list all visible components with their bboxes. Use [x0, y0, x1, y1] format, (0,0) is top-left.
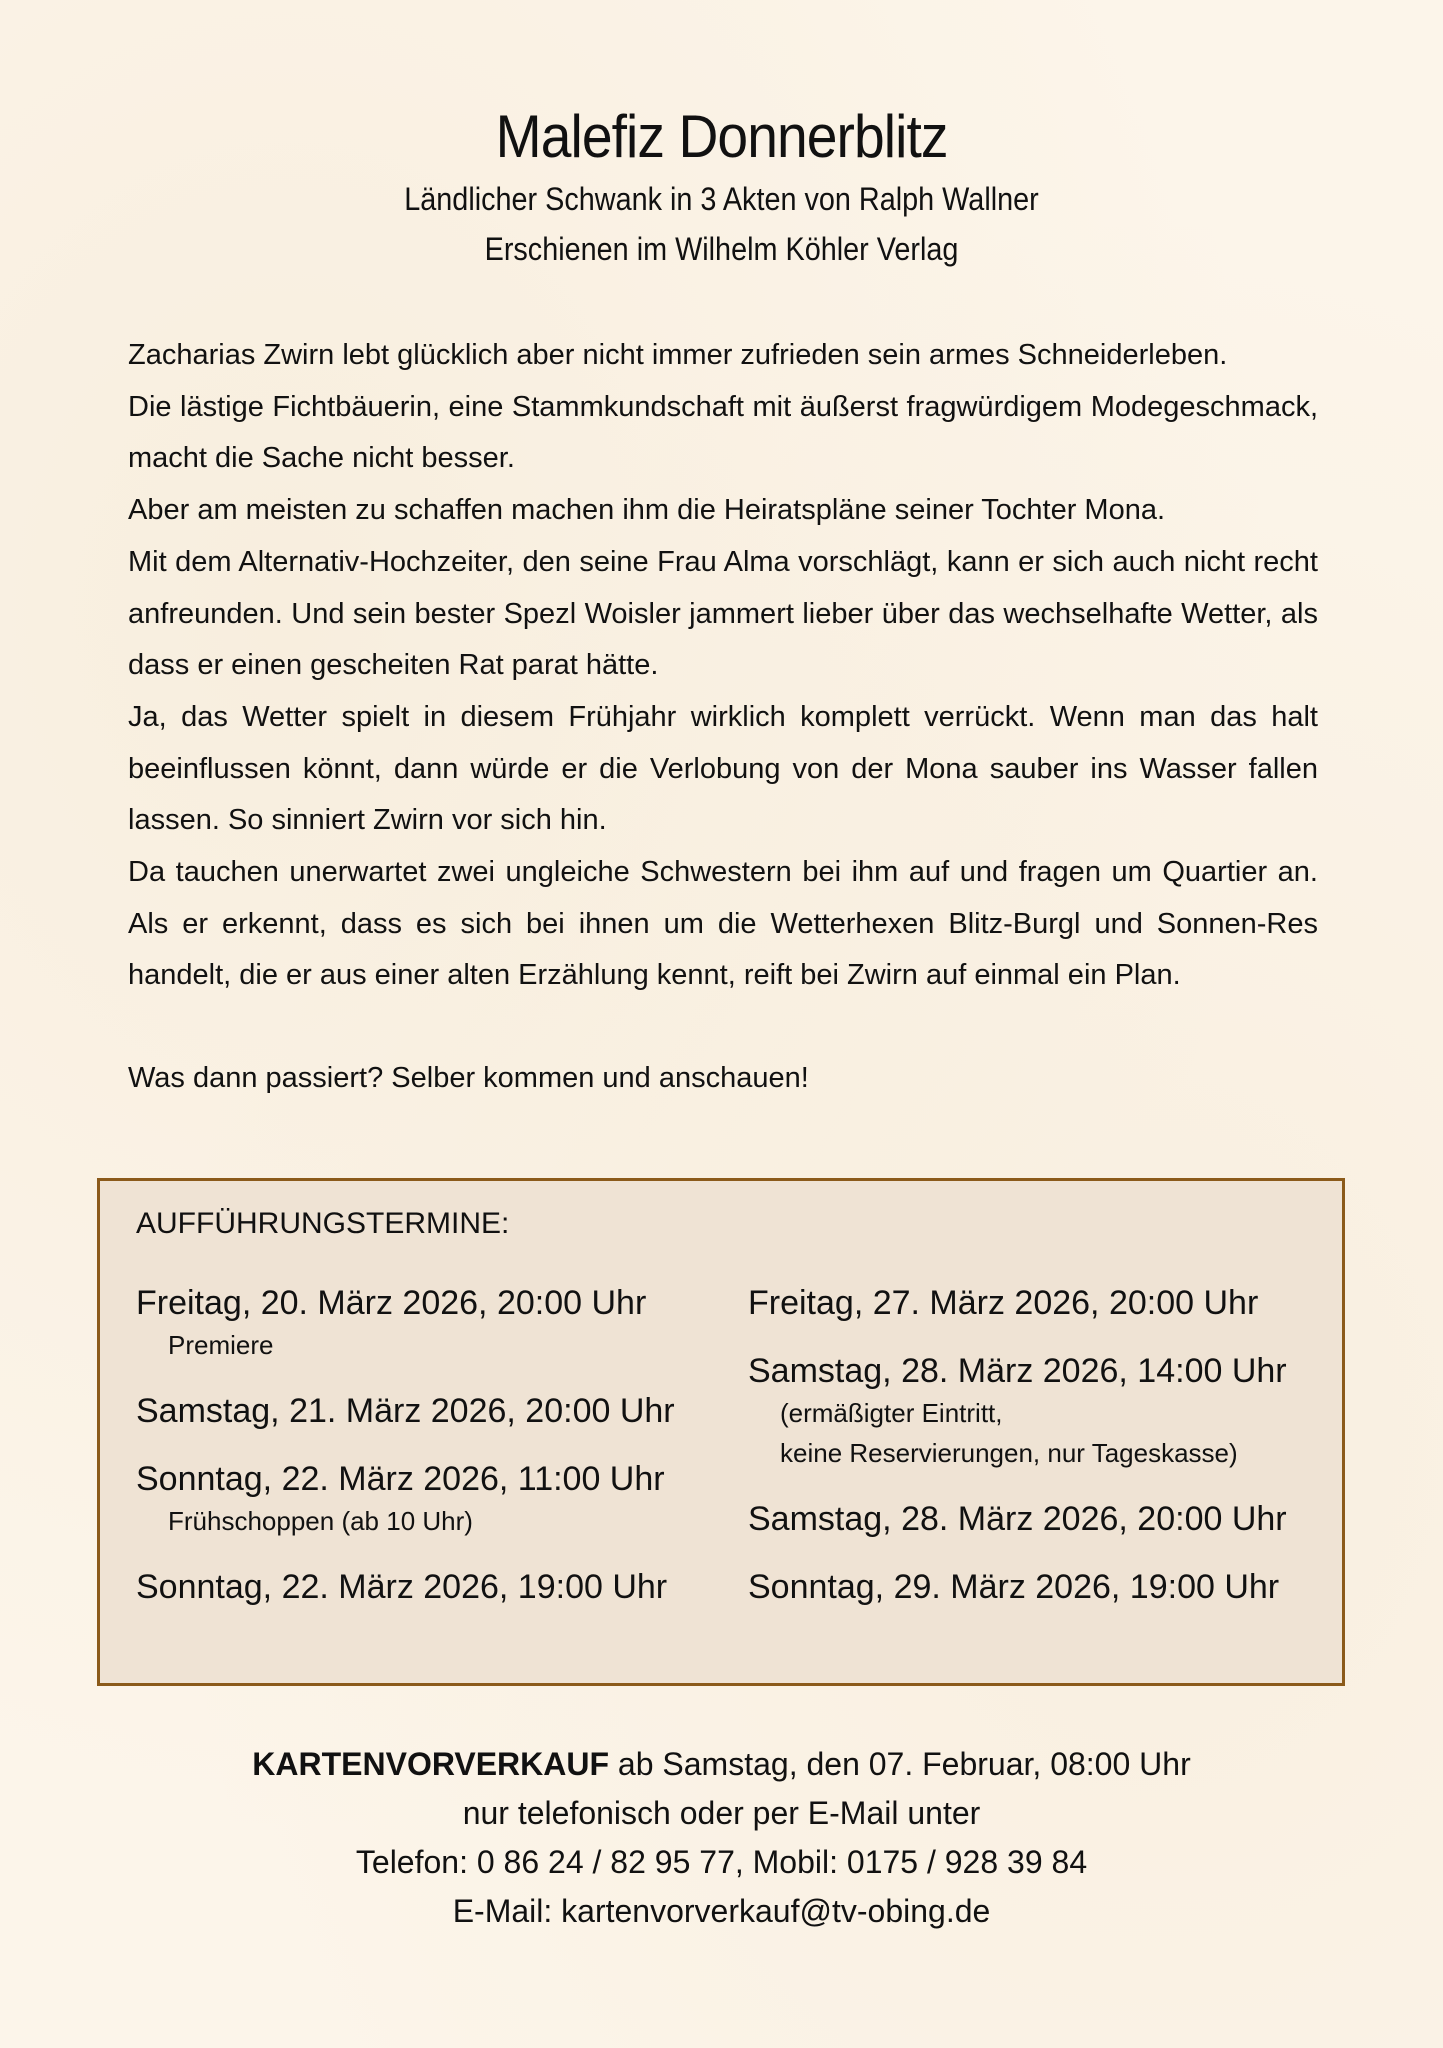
play-title: Malefiz Donnerblitz — [495, 103, 948, 170]
performance-date: Sonntag, 22. März 2026, 19:00 Uhr — [136, 1568, 668, 1606]
presale-label: KARTENVORVERKAUF — [252, 1746, 610, 1782]
synopsis-paragraph: Ja, das Wetter spielt in diesem Frühjahr wirklich komplett verrückt. Wenn man das halt beeinflussen könnt, dann würde er die Verlobung von der Mona sauber ins Wasser fallen lassen. So sinniert Zwirn vor sich hin. — [128, 700, 1318, 837]
presale-start: ab Samstag, den 07. Februar, 08:00 Uhr — [609, 1746, 1191, 1782]
publisher-line: Erschienen im Wilhelm Köhler Verlag — [484, 231, 959, 267]
performance-date: Sonntag, 29. März 2026, 19:00 Uhr — [748, 1568, 1280, 1606]
performance-note: keine Reservierungen, nur Tageskasse) — [780, 1438, 1238, 1468]
phone-numbers[interactable]: Telefon: 0 86 24 / 82 95 77, Mobil: 0175 / 928 39 84 — [355, 1844, 1088, 1880]
performance-note: Premiere — [168, 1330, 274, 1360]
performance-date: Samstag, 21. März 2026, 20:00 Uhr — [136, 1392, 675, 1430]
schedule-box — [97, 1178, 1345, 1686]
spacer — [128, 1002, 1318, 1053]
performance-date: Samstag, 28. März 2026, 20:00 Uhr — [748, 1500, 1287, 1538]
performance-date: Samstag, 28. März 2026, 14:00 Uhr — [748, 1352, 1287, 1390]
performance-date: Freitag, 27. März 2026, 20:00 Uhr — [748, 1284, 1259, 1322]
presale-line — [0, 1740, 1443, 1789]
synopsis — [128, 330, 1318, 1105]
ticket-info — [0, 1740, 1443, 1936]
synopsis-paragraph: Die lästige Fichtbäuerin, eine Stammkundschaft mit äußerst fragwürdigem Modegeschmack, macht die Sache nicht besser. — [128, 390, 1318, 475]
synopsis-paragraph: Da tauchen unerwartet zwei ungleiche Schwestern bei ihm auf und fragen um Quartier an. Als er erkennt, dass es sich bei ihnen um die Wetterhexen Blitz-Burgl und Sonnen-Res handelt, die er aus einer alten Erzählung kennt, reift bei Zwirn auf einmal ein Plan. — [128, 856, 1318, 992]
performance-note: (ermäßigter Eintritt, — [780, 1398, 1003, 1428]
play-subtitle: Ländlicher Schwank in 3 Akten von Ralph Wallner — [404, 181, 1039, 217]
header — [0, 100, 1443, 274]
synopsis-paragraph: Mit dem Alternativ-Hochzeiter, den seine Frau Alma vorschlägt, kann er sich auch nicht recht anfreunden. Und sein bester Spezl Woisler jammert lieber über das wechselhafte Wetter, als dass er einen gescheiten Rat parat hätte. — [128, 545, 1318, 682]
presale-channels: nur telefonisch oder per E-Mail unter — [462, 1795, 981, 1831]
synopsis-closing: Was dann passiert? Selber kommen und anschauen! — [128, 1062, 809, 1095]
schedule-column-right — [748, 1281, 1287, 1609]
schedule-column-left — [136, 1281, 675, 1609]
synopsis-paragraph: Zacharias Zwirn lebt glücklich aber nicht immer zufrieden sein armes Schneiderleben. — [128, 339, 1228, 371]
email-address[interactable]: E-Mail: kartenvorverkauf@tv-obing.de — [452, 1893, 991, 1929]
synopsis-paragraph: Aber am meisten zu schaffen machen ihm die Heiratspläne seiner Tochter Mona. — [128, 494, 1166, 527]
performance-date: Sonntag, 22. März 2026, 11:00 Uhr — [136, 1460, 665, 1498]
performance-date: Freitag, 20. März 2026, 20:00 Uhr — [136, 1284, 647, 1322]
schedule-heading: AUFFÜHRUNGSTERMINE: — [136, 1207, 510, 1240]
performance-note: Frühschoppen (ab 10 Uhr) — [168, 1506, 473, 1536]
